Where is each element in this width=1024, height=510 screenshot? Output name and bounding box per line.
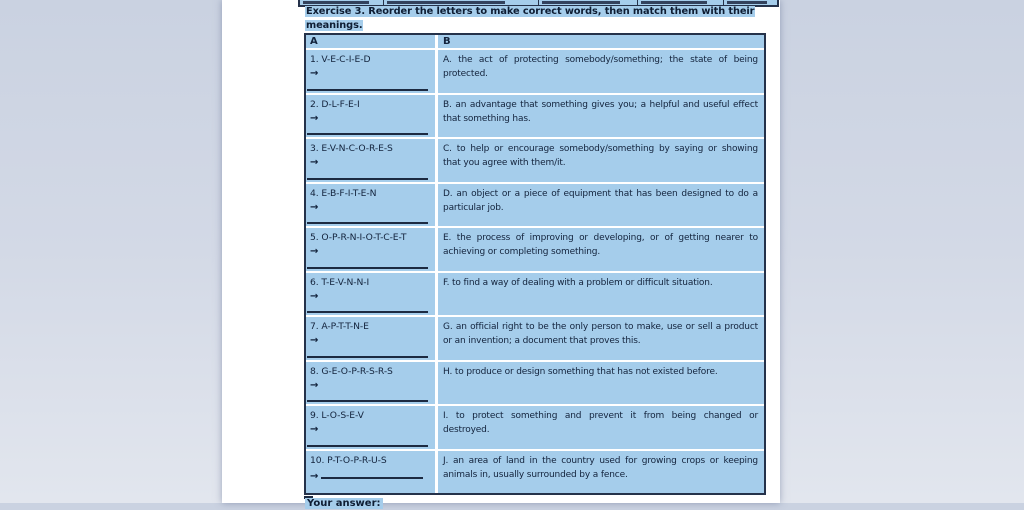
matching-table	[304, 33, 766, 495]
answer-blank[interactable]	[307, 356, 428, 358]
table-row	[306, 184, 764, 227]
table-rows	[306, 50, 764, 493]
definition-cell	[438, 139, 764, 182]
scrambled-word-cell	[306, 362, 435, 405]
answer-blank[interactable]	[307, 267, 428, 269]
answer-blank[interactable]	[307, 311, 428, 313]
definition-text: E. the process of improving or developing, or of getting nearer to achieving or completing something.	[443, 233, 758, 258]
scrambled-word-cell	[306, 317, 435, 360]
answer-line	[310, 290, 433, 304]
answer-line	[310, 201, 433, 215]
definition-cell	[438, 406, 764, 449]
definition-text: H. to produce or design something that has not existed before.	[443, 366, 718, 377]
scrambled-word: 2. D-L-F-E-I	[310, 98, 360, 110]
table-row	[306, 273, 764, 316]
definition-text: D. an object or a piece of equipment that has been designed to do a particular job.	[443, 188, 758, 213]
answer-blank[interactable]	[321, 468, 423, 479]
scrambled-word-cell	[306, 451, 435, 494]
answer-blank[interactable]	[307, 400, 428, 402]
document-page	[222, 0, 780, 509]
scrambled-word-cell	[306, 139, 435, 182]
definition-cell	[438, 228, 764, 271]
scrambled-word: 6. T-E-V-N-N-I	[310, 276, 370, 288]
scrambled-word: 1. V-E-C-I-E-D	[310, 54, 371, 65]
answer-blank[interactable]	[307, 178, 428, 180]
scrambled-word: 8. G-E-O-P-R-S-R-S	[310, 365, 393, 377]
definition-cell	[438, 317, 764, 360]
exercise-title	[305, 5, 769, 32]
definition-text: B. an advantage that something gives you; a helpful and useful effect that something has.	[443, 99, 758, 124]
column-b-header: B	[438, 35, 764, 48]
answer-line	[310, 379, 433, 393]
table-row	[306, 95, 764, 138]
definition-text: C. to help or encourage somebody/something by saying or showing that you agree with them/it.	[443, 144, 758, 169]
scrambled-word-cell	[306, 95, 435, 138]
scrambled-word: 4. E-B-F-I-T-E-N	[310, 187, 377, 199]
scrambled-word-cell	[306, 406, 435, 449]
answer-blank[interactable]	[307, 445, 428, 447]
scrambled-word-cell	[306, 184, 435, 227]
answer-line	[310, 423, 433, 437]
scrambled-word-cell	[306, 50, 435, 93]
arrow-icon: →	[310, 246, 319, 257]
table-row	[306, 406, 764, 449]
your-answer-text: Your answer:	[307, 498, 381, 509]
definition-cell	[438, 362, 764, 405]
arrow-icon: →	[310, 379, 319, 391]
definition-cell	[438, 273, 764, 316]
scrambled-word: 3. E-V-N-C-O-R-E-S	[310, 143, 393, 154]
table-row	[306, 317, 764, 360]
scrambled-word: 9. L-O-S-E-V	[310, 410, 364, 421]
answer-blank[interactable]	[307, 222, 428, 224]
scrambled-word: 10. P-T-O-P-R-U-S	[310, 454, 387, 466]
table-row	[306, 228, 764, 271]
answer-blank[interactable]	[307, 133, 428, 135]
arrow-icon: →	[310, 68, 319, 79]
arrow-icon: →	[310, 112, 319, 124]
answer-line	[310, 112, 433, 126]
scrambled-word-cell	[306, 273, 435, 316]
clipped-text	[542, 1, 620, 4]
clipped-text	[641, 1, 707, 4]
scrambled-word: 7. A-P-T-T-N-E	[310, 321, 369, 332]
arrow-icon: →	[310, 470, 319, 482]
definition-cell	[438, 95, 764, 138]
answer-line	[310, 468, 433, 484]
clipped-text	[727, 1, 767, 4]
answer-blank[interactable]	[307, 89, 428, 91]
clipped-text	[303, 1, 369, 4]
arrow-icon: →	[310, 157, 319, 168]
definition-text: G. an official right to be the only person to make, use or sell a product or an invention; a document that proves this.	[443, 322, 758, 347]
arrow-icon: →	[310, 201, 319, 213]
exercise-title-text: Exercise 3. Reorder the letters to make correct words, then match them with their meanings.	[306, 6, 755, 31]
table-header-row	[306, 35, 764, 48]
clipped-text	[387, 1, 505, 4]
arrow-icon: →	[310, 290, 319, 302]
answer-line	[310, 334, 433, 348]
table-row	[306, 50, 764, 93]
definition-cell	[438, 50, 764, 93]
table-row	[306, 451, 764, 494]
definition-cell	[438, 451, 764, 494]
scrambled-word: 5. O-P-R-N-I-O-T-C-E-T	[310, 232, 407, 243]
arrow-icon: →	[310, 424, 319, 435]
table-row	[306, 362, 764, 405]
answer-line	[310, 156, 433, 170]
answer-line	[310, 67, 433, 81]
answer-line	[310, 245, 433, 259]
your-answer-label	[305, 497, 383, 510]
arrow-icon: →	[310, 335, 319, 346]
definition-text: F. to find a way of dealing with a problem or difficult situation.	[443, 277, 713, 288]
definition-text: A. the act of protecting somebody/something; the state of being protected.	[443, 55, 758, 80]
definition-text: I. to protect something and prevent it from being changed or destroyed.	[443, 411, 758, 436]
definition-text: J. an area of land in the country used for growing crops or keeping animals in, usually surrounded by a fence.	[443, 455, 758, 480]
table-row	[306, 139, 764, 182]
scrambled-word-cell	[306, 228, 435, 271]
definition-cell	[438, 184, 764, 227]
column-a-header: A	[306, 35, 435, 48]
